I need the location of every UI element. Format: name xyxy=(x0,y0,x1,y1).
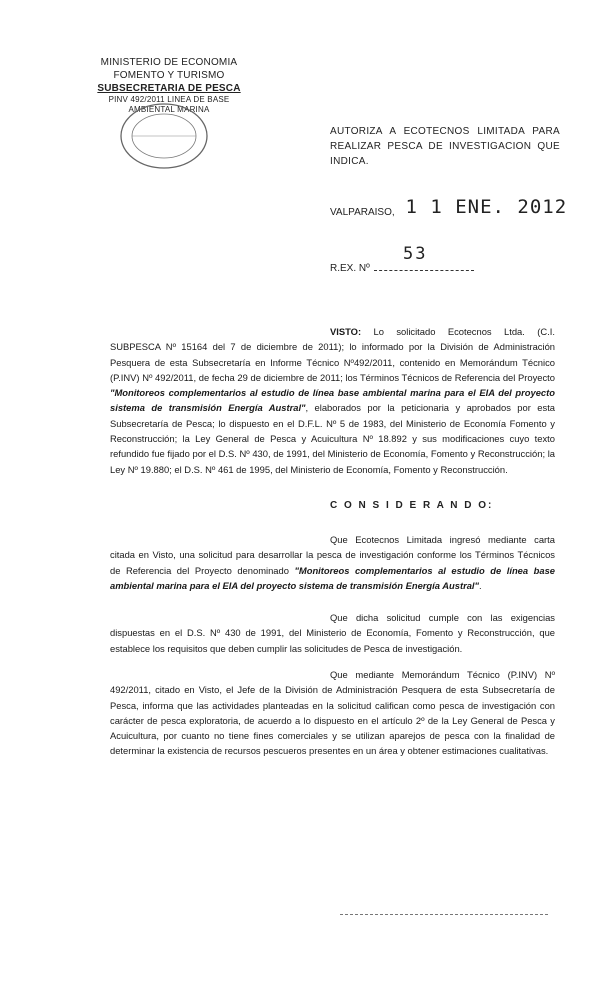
considerando-heading: C O N S I D E R A N D O: xyxy=(330,500,494,511)
reference-line-2: AMBIENTAL MARINA xyxy=(128,105,210,114)
dateline-date: 1 1 ENE. 2012 xyxy=(405,196,568,218)
division-juridica-stamp xyxy=(118,100,210,172)
resolution-label: R.EX. Nº xyxy=(330,263,370,274)
p1-text: Que Ecotecnos Limitada ingresó mediante carta citada en Visto, una solicitud para desarrollar la pesca de investigación conforme los Términos Técnicos de Referencia del Proyecto denominado xyxy=(110,534,555,576)
dateline-city: VALPARAISO, xyxy=(330,207,395,218)
ministry-line-1: MINISTERIO DE ECONOMIA xyxy=(100,57,238,68)
resolution-number: 53 xyxy=(403,244,428,264)
p3-text: Que mediante Memorándum Técnico (P.INV) Nº 492/2011, citado en Visto, el Jefe de la División de Administración Pesquera de esta Subsecretaría de Pesca, informa que las actividades planteadas en la solicitud califican como pesca de investigación con carácter de pesca exploratoria, de acuerdo a lo dispuesto en el artículo 2º de la Ley General de Pesca y Acuicultura, por cuanto no tiene fines comerciales y se utilizan aparejos de pesca con la finalidad de determinar la existencia de recursos pescueros presentes en un área y obtener estimaciones cualitativas. xyxy=(110,669,555,757)
considerando-paragraph-1 xyxy=(110,532,555,593)
footer-dashed-line xyxy=(340,914,548,915)
resolution-blank-line xyxy=(374,262,474,271)
considerando-paragraph-3 xyxy=(110,667,555,759)
visto-text-2: , elaborados por la peticionaria y aprobados por esta Subsecretaría de Pesca; lo dispuesto en el D.F.L. Nº 5 de 1983, del Ministerio de Economía Fomento y Reconstrucción; la Ley General de Pesca y Acuicultura Nº 18.892 y sus modificaciones cuyo texto refundido fue fijado por el D.S. Nº 430, de 1991, del Ministerio de Economía, Fomento y Reconstrucción; la Ley Nº 19.880; el D.S. Nº 461 de 1995, del Ministerio de Economía, Fomento y Reconstrucción. xyxy=(110,402,556,475)
resolution-label-line xyxy=(330,262,474,274)
reference-line: PINV 492/2011 LINEA DE BASE xyxy=(108,95,230,104)
visto-project-title: "Monitoreos complementarios al estudio de línea base ambiental marina para el EIA del proyecto sistema de transmisión Energía Austral" xyxy=(110,387,555,414)
visto-paragraph xyxy=(110,324,555,477)
p2-text: Que dicha solicitud cumple con las exigencias dispuestas en el D.S. Nº 430 de 1991, del Ministerio de Economía, Fomento y Reconstrucción, que establece los requisitos que deben cumplir las solicitudes de Pesca de investigación. xyxy=(110,612,555,654)
resolution-subject: AUTORIZA A ECOTECNOS LIMITADA PARA REALIZAR PESCA DE INVESTIGACION QUE INDICA. xyxy=(330,126,560,167)
dateline xyxy=(330,196,570,218)
visto-text-1: Lo solicitado Ecotecnos Ltda. (C.I. SUBPESCA Nº 15164 del 7 de diciembre de 2011); lo informado por la División de Administración Pesquera de esta Subsecretaría en Informe Técnico Nº492/2011, contenido en Memorándum Técnico (P.INV) Nº 492/2011, de fecha 29 de diciembre de 2011; los Términos Técnicos de Referencia del Proyecto xyxy=(110,326,555,383)
p1-end: . xyxy=(478,579,482,591)
visto-label: VISTO: xyxy=(330,326,362,337)
p1-project-title: "Monitoreos complementarios al estudio de línea base ambiental marina para el EIA del proyecto sistema de transmisión Energía Austral" xyxy=(110,564,555,591)
ministry-line-2: FOMENTO Y TURISMO xyxy=(113,70,225,81)
considerando-paragraph-2 xyxy=(110,610,555,656)
subsecretaria-line: SUBSECRETARIA DE PESCA xyxy=(97,83,241,94)
